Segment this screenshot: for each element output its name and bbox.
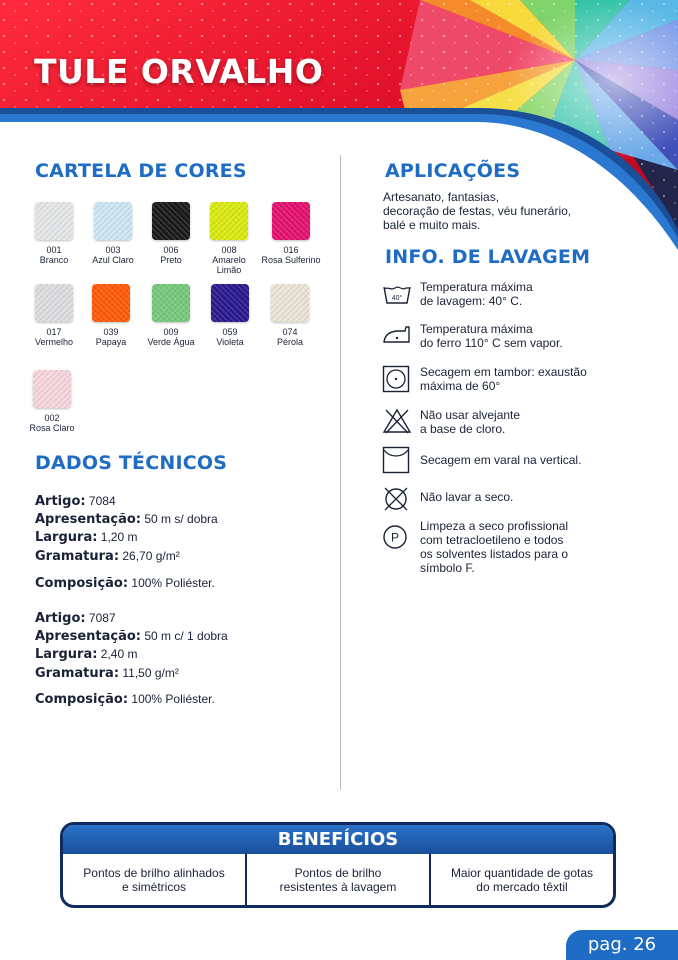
- swatch-code: 016: [283, 245, 299, 255]
- swatch-name: Branco: [39, 255, 69, 265]
- spec-apresentacao: Apresentação: 50 m c/ 1 dobra: [35, 629, 228, 644]
- svg-text:40°: 40°: [391, 295, 403, 302]
- swatch-039: [81, 284, 141, 347]
- swatch-chip: [35, 202, 73, 240]
- spec-largura: Largura: 2,40 m: [35, 647, 138, 662]
- spec-artigo: Artigo: 7087: [35, 611, 116, 626]
- no-dry-clean-text: Não lavar a seco.: [420, 490, 514, 504]
- swatch-name: Pérola: [276, 337, 303, 347]
- benefits-heading: BENEFÍCIOS: [63, 825, 613, 854]
- swatch-002: [22, 370, 82, 433]
- swatch-code: 074: [282, 327, 298, 337]
- no-bleach-text: Não usar alvejante a base de cloro.: [420, 408, 521, 436]
- swatch-chip: [271, 284, 309, 322]
- spec-gramatura: Gramatura: 26,70 g/m²: [35, 549, 180, 564]
- color-chart: [30, 200, 330, 445]
- tumble-dry-text: Secagem em tambor: exaustão máxima de 60°: [420, 365, 587, 393]
- spec-composicao: Composição: 100% Poliéster.: [35, 692, 215, 707]
- line-dry-text: Secagem em varal na vertical.: [420, 453, 582, 467]
- swatch-name: Papaya: [95, 337, 127, 347]
- color-chart-heading: CARTELA DE CORES: [35, 160, 247, 182]
- swatch-code: 039: [103, 327, 119, 337]
- benefits-row: [63, 854, 613, 905]
- swatch-003: [83, 202, 143, 265]
- spec-composicao: Composição: 100% Poliéster.: [35, 576, 215, 591]
- tumble-dry-icon: [382, 365, 410, 393]
- benefit-item: Pontos de brilho alinhados e simétricos: [83, 865, 225, 894]
- washing-heading: INFO. DE LAVAGEM: [385, 246, 591, 268]
- swatch-001: [24, 202, 84, 265]
- swatch-code: 001: [46, 245, 62, 255]
- swatch-code: 008: [221, 245, 237, 255]
- swatch-059: [200, 284, 260, 347]
- swatch-chip: [272, 202, 310, 240]
- professional-clean-p-icon: [382, 524, 408, 550]
- swatch-name: Amarelo Limão: [212, 255, 246, 275]
- page-title: TULE ORVALHO: [34, 52, 324, 91]
- swatch-009: [141, 284, 201, 347]
- swatch-chip: [210, 202, 248, 240]
- swatch-code: 006: [163, 245, 179, 255]
- technical-data-heading: DADOS TÉCNICOS: [35, 452, 228, 474]
- swatch-chip: [33, 370, 71, 408]
- swatch-chip: [152, 202, 190, 240]
- spec-gramatura: Gramatura: 11,50 g/m²: [35, 666, 179, 681]
- swatch-074: [260, 284, 320, 347]
- professional-clean-text: Limpeza a seco profissional com tetracloetileno e todos os solventes listados para o símbolo F.: [420, 519, 569, 575]
- no-bleach-icon: [382, 408, 412, 434]
- line-dry-icon: [382, 446, 410, 474]
- spec-apresentacao: Apresentação: 50 m s/ dobra: [35, 512, 218, 527]
- swatch-name: Verde Água: [147, 337, 195, 347]
- swatch-008: [199, 202, 259, 275]
- swatch-chip: [152, 284, 190, 322]
- swatch-chip: [94, 202, 132, 240]
- spec-largura: Largura: 1,20 m: [35, 530, 138, 545]
- applications-heading: APLICAÇÕES: [385, 160, 521, 182]
- swatch-name: Preto: [160, 255, 182, 265]
- swatch-code: 003: [105, 245, 121, 255]
- svg-text:P: P: [390, 530, 400, 545]
- swatch-name: Violeta: [216, 337, 244, 347]
- no-dry-clean-icon: [382, 485, 410, 513]
- wash-40-icon: [382, 284, 412, 306]
- swatch-name: Azul Claro: [92, 255, 134, 265]
- swatch-chip: [211, 284, 249, 322]
- swatch-006: [141, 202, 201, 265]
- iron-icon: [382, 325, 412, 345]
- swatch-016: [261, 202, 321, 265]
- swatch-name: Rosa Sulferino: [261, 255, 321, 265]
- swatch-name: Vermelho: [34, 337, 74, 347]
- swatch-code: 059: [222, 327, 238, 337]
- column-divider: [340, 155, 341, 790]
- applications-text: Artesanato, fantasias, decoração de festas, véu funerário, balé e muito mais.: [383, 190, 572, 232]
- wash-40-text: Temperatura máxima de lavagem: 40° C.: [420, 280, 533, 308]
- benefit-item: Maior quantidade de gotas do mercado têxtil: [429, 854, 613, 905]
- spec-artigo: Artigo: 7084: [35, 494, 116, 509]
- swatch-chip: [92, 284, 130, 322]
- benefit-item: Pontos de brilho resistentes à lavagem: [245, 854, 429, 905]
- page-number: pag. 26: [566, 930, 678, 960]
- swatch-code: 009: [163, 327, 179, 337]
- swatch-name: Rosa Claro: [29, 423, 75, 433]
- swatch-code: 017: [46, 327, 62, 337]
- iron-text: Temperatura máxima do ferro 110° C sem vapor.: [420, 322, 563, 350]
- benefits-box: [60, 822, 616, 908]
- swatch-017: [24, 284, 84, 347]
- swatch-chip: [35, 284, 73, 322]
- swatch-code: 002: [44, 413, 60, 423]
